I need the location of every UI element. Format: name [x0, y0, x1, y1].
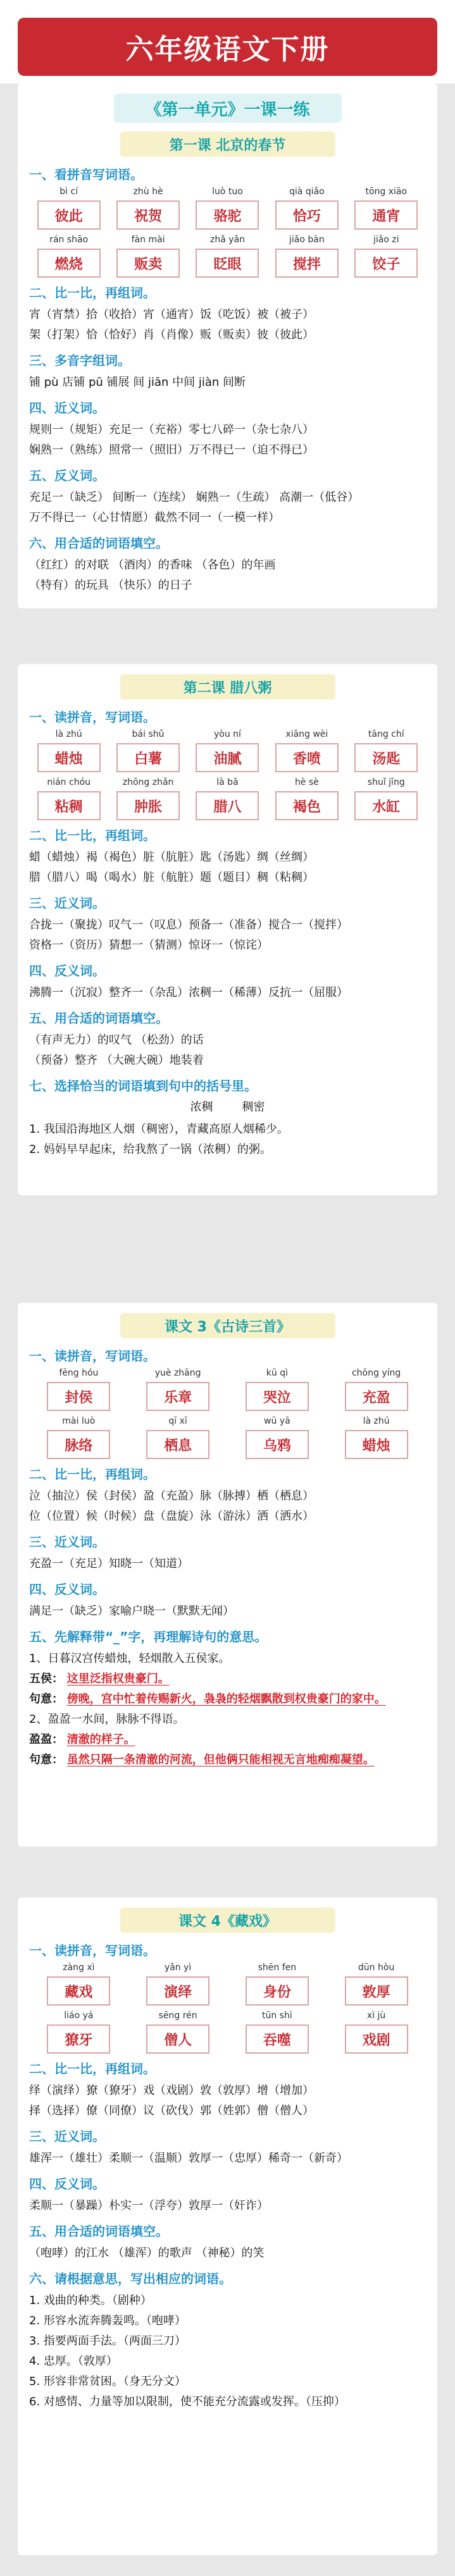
- word-box: 搅拌: [275, 249, 339, 278]
- question-line: 2. 妈妈早早起床，给我熬了一锅（浓稠）的粥。: [29, 1143, 271, 1156]
- section-heading: 三、近义词。: [29, 1534, 105, 1550]
- word-box: 演绎: [146, 1976, 209, 2006]
- word-box: 充盈: [345, 1382, 408, 1411]
- fill-line: （红红）的对联 （酒肉）的香味 （各色）的年画: [29, 558, 276, 572]
- question-line: 1、日暮汉宫传蜡烛，轻烟散入五侯家。: [29, 1652, 230, 1665]
- section-heading: 二、比一比，再组词。: [29, 285, 156, 300]
- word-box: 哭泣: [246, 1382, 309, 1411]
- word-box: 脉络: [47, 1430, 110, 1459]
- word-box: 封侯: [47, 1382, 110, 1411]
- answer-text: 傍晚，宫中忙着传赐新火，袅袅的轻烟飘散到权贵豪门的家中。: [66, 1692, 386, 1706]
- word-box: 贩卖: [116, 249, 180, 278]
- section-heading: 四、反义词。: [29, 1582, 105, 1597]
- word-box-row: [29, 791, 426, 820]
- word-box: 戏剧: [345, 2024, 408, 2054]
- compare-line: 泣（抽泣）侯（封侯）盈（充盈）脉（脉搏）栖（栖息）: [29, 1489, 314, 1503]
- fill-line: （咆哮）的江水 （雄浑）的歌声 （神秘）的笑: [29, 2246, 265, 2260]
- compare-line: 架（打架）恰（恰好）肖（肖像）贩（贩卖）彼（彼此）: [29, 328, 314, 342]
- section-heading: 四、反义词。: [29, 2176, 105, 2191]
- pinyin: qī xī: [168, 1416, 187, 1426]
- pinyin: xiāng wèi: [285, 729, 328, 739]
- pinyin: là zhú: [55, 729, 82, 739]
- answer-line: [29, 1669, 426, 1689]
- pinyin: zhōng zhǎn: [122, 777, 174, 787]
- compare-line: 位（位置）候（时候）盘（盘旋）泳（游泳）洒（洒水）: [29, 1510, 314, 1523]
- pinyin: chōng yíng: [351, 1368, 401, 1378]
- compare-line: 腊（腊八）喝（喝水）脏（航脏）题（题目）稠（粘稠）: [29, 871, 314, 884]
- antonym-line: 满足一（缺乏）家喻户晓一（默默无闻）: [29, 1605, 234, 1618]
- pinyin: luò tuo: [212, 187, 243, 197]
- page-title: 六年级语文下册: [18, 18, 437, 76]
- word-box-row: [29, 743, 426, 772]
- pinyin: bì cí: [59, 187, 78, 197]
- answer-text: 清澈的样子。: [66, 1733, 135, 1746]
- word-box: 彼此: [37, 200, 101, 230]
- antonym-line: 沸腾一（沉寂）整齐一（杂乱）浓稠一（稀薄）反抗一（屈服）: [29, 986, 348, 999]
- pinyin: wū yā: [264, 1416, 290, 1426]
- synonym-line: 资格一（资历）猜想一（猜测）惊讶一（惊诧）: [29, 939, 268, 952]
- word-box-row: [29, 200, 426, 230]
- word-box: 僧人: [146, 2024, 209, 2054]
- pinyin: jiǎo zi: [373, 235, 399, 245]
- duoyin-line: 铺 pù 店铺 pū 铺展 间 jiān 中间 jiàn 间断: [29, 376, 246, 389]
- word-box: 吞噬: [246, 2024, 309, 2054]
- pinyin-row: [29, 235, 426, 245]
- word-box: 栖息: [146, 1430, 209, 1459]
- pinyin: bái shǔ: [132, 729, 165, 739]
- pinyin-row: [29, 1963, 426, 1973]
- question-line: 2、盈盈一水间，脉脉不得语。: [29, 1713, 185, 1726]
- word-box: 白薯: [116, 743, 180, 772]
- pinyin: mài luò: [62, 1416, 96, 1426]
- answer-line: [29, 1689, 426, 1710]
- antonym-line: 充足一（缺乏） 间断一（连续） 娴熟一（生疏） 高潮一（低谷）: [29, 491, 359, 504]
- pinyin: yuè zhāng: [154, 1368, 201, 1378]
- pinyin-row: [29, 1416, 426, 1426]
- pinyin: zàng xì: [63, 1963, 95, 1973]
- pinyin: fēng hóu: [59, 1368, 99, 1378]
- lesson-title: 课文 3《古诗三首》: [120, 1313, 335, 1338]
- answer-label: 五侯：: [29, 1672, 63, 1685]
- answer-line: [29, 1730, 426, 1750]
- pinyin: yǎn yì: [164, 1963, 192, 1973]
- section-heading: 二、比一比，再组词。: [29, 2061, 156, 2076]
- lesson-card-3: [18, 1303, 437, 1847]
- section-heading: 一、读拼音，写词语。: [29, 1348, 156, 1364]
- section-heading: 二、比一比，再组词。: [29, 1467, 156, 1482]
- pinyin: là zhú: [363, 1416, 390, 1426]
- section-heading: 三、近义词。: [29, 896, 105, 911]
- antonym-line: 柔顺一（暴躁）朴实一（浮夸）敦厚一（奸诈）: [29, 2199, 268, 2212]
- section-heading: 一、看拼音写词语。: [29, 167, 143, 182]
- pinyin: sēng rén: [158, 2011, 197, 2021]
- choice-words: [29, 1098, 426, 1117]
- pinyin: shēn fen: [258, 1963, 297, 1973]
- lesson-card-1: [18, 83, 437, 608]
- pinyin-row: [29, 1368, 426, 1378]
- word-box: 燃烧: [37, 249, 101, 278]
- word-box: 骆驼: [196, 200, 259, 230]
- word-box: 眨眼: [196, 249, 259, 278]
- answer-line: [29, 1750, 426, 1770]
- word-box: 通宵: [354, 200, 418, 230]
- lesson-title: 第一课 北京的春节: [120, 132, 335, 157]
- section-heading: 一、读拼音，写词语。: [29, 710, 156, 725]
- section-heading: 五、用合适的词语填空。: [29, 1011, 168, 1026]
- fill-line: （预备）整齐 （大碗大碗）地装着: [29, 1054, 204, 1067]
- word-box: 乐章: [146, 1382, 209, 1411]
- definition-line: 6. 对感情、力量等加以限制，使不能充分流露或发挥。（压抑）: [29, 2395, 346, 2408]
- compare-line: 蜡（蜡烛）褐（褐色）脏（肮脏）匙（汤匙）绸（丝绸）: [29, 851, 314, 864]
- pinyin: yòu ní: [214, 729, 241, 739]
- section-heading: 七、选择恰当的词语填到句中的括号里。: [29, 1078, 257, 1094]
- synonym-line: 雄浑一（雄壮）柔顺一（温顺）敦厚一（忠厚）稀奇一（新奇）: [29, 2152, 348, 2165]
- section-heading: 二、比一比，再组词。: [29, 828, 156, 843]
- definition-line: 3. 指要两面手法。（两面三刀）: [29, 2334, 186, 2348]
- section-heading: 六、用合适的词语填空。: [29, 536, 168, 551]
- word-box: 油腻: [196, 743, 259, 772]
- pinyin-row: [29, 777, 426, 787]
- definition-line: 2. 形容水流奔腾轰鸣。（咆哮）: [29, 2314, 186, 2327]
- word-box: 藏戏: [47, 1976, 110, 2006]
- pinyin: kū qì: [266, 1368, 288, 1378]
- pinyin: nián chóu: [47, 777, 91, 787]
- answer-label: 句意：: [29, 1692, 63, 1706]
- word-box: 肿胀: [116, 791, 180, 820]
- pinyin: fàn mài: [131, 235, 165, 245]
- word-box-row: [29, 1430, 426, 1459]
- word-box: 腊八: [196, 791, 259, 820]
- word-box: 恰巧: [275, 200, 339, 230]
- compare-line: 宵（宵禁）拾（收拾）宵（通宵）饭（吃饭）被（被子）: [29, 308, 314, 321]
- pinyin-row: [29, 729, 426, 739]
- definition-line: 1. 戏曲的种类。（剧种）: [29, 2294, 152, 2307]
- pinyin: rán shāo: [49, 235, 89, 245]
- fill-line: （有声无力）的叹气 （松劲）的话: [29, 1033, 204, 1047]
- word-box: 乌鸦: [246, 1430, 309, 1459]
- lesson-card-2: [18, 664, 437, 1195]
- word-box: 蜡烛: [345, 1430, 408, 1459]
- pinyin: hè sè: [294, 777, 319, 787]
- answer-text: 这里泛指权贵豪门。: [66, 1672, 170, 1685]
- choice-word: 稠密: [242, 1100, 265, 1114]
- word-box: 獠牙: [47, 2024, 110, 2054]
- section-heading: 一、读拼音，写词语。: [29, 1943, 156, 1958]
- compare-line: 绎（演绎）獠（獠牙）戏（戏剧）敦（敦厚）增（增加）: [29, 2084, 314, 2097]
- pinyin: xì jù: [366, 2011, 386, 2021]
- pinyin: zhù hè: [133, 187, 163, 197]
- word-box: 饺子: [354, 249, 418, 278]
- definition-line: 5. 形容非常贫困。（身无分文）: [29, 2375, 186, 2388]
- word-box-row: [29, 1976, 426, 2006]
- word-box: 褐色: [275, 791, 339, 820]
- word-box: 身份: [246, 1976, 309, 2006]
- section-heading: 六、请根据意思，写出相应的词语。: [29, 2271, 232, 2286]
- pinyin-row: [29, 187, 426, 197]
- answer-label: 句意：: [29, 1753, 63, 1766]
- section-heading: 五、反义词。: [29, 468, 105, 483]
- answer-label: 盈盈：: [29, 1733, 63, 1746]
- synonym-line: 娴熟一（熟练）照常一（照旧）万不得已一（迫不得已）: [29, 443, 314, 457]
- lesson-title: 第二课 腊八粥: [120, 674, 335, 699]
- pinyin: tōng xiāo: [365, 187, 408, 197]
- pinyin: là bā: [216, 777, 239, 787]
- definition-line: 4. 忠厚。（敦厚）: [29, 2355, 118, 2368]
- fill-line: （特有）的玩具 （快乐）的日子: [29, 579, 192, 592]
- lesson-title: 课文 4《藏戏》: [120, 1907, 335, 1933]
- word-box-row: [29, 1382, 426, 1411]
- pinyin: dūn hòu: [358, 1963, 395, 1973]
- compare-line: 择（选择）僚（同僚）议（砍伐）郭（姓郭）僧（僧人）: [29, 2104, 314, 2117]
- section-heading: 三、近义词。: [29, 2129, 105, 2144]
- synonym-line: 充盈一（充足）知晓一（知道）: [29, 1557, 189, 1570]
- pinyin: qià qiǎo: [289, 187, 325, 197]
- word-box: 祝贺: [116, 200, 180, 230]
- section-heading: 五、先解释带“_”字，再理解诗句的意思。: [29, 1629, 268, 1644]
- answer-text: 虽然只隔一条清澈的河流，但他俩只能相视无言地痴痴凝望。: [66, 1753, 375, 1766]
- word-box-row: [29, 2024, 426, 2054]
- antonym-line: 万不得已一（心甘情愿）截然不同一（一模一样）: [29, 511, 280, 524]
- section-heading: 五、用合适的词语填空。: [29, 2224, 168, 2239]
- pinyin: jiǎo bàn: [289, 235, 325, 245]
- unit-banner: 《第一单元》一课一练: [114, 94, 342, 123]
- word-box: 敦厚: [345, 1976, 408, 2006]
- pinyin: tūn shì: [262, 2011, 292, 2021]
- section-heading: 四、反义词。: [29, 963, 105, 978]
- choice-word: 浓稠: [190, 1100, 213, 1114]
- pinyin: zhǎ yǎn: [209, 235, 245, 245]
- header: [0, 0, 455, 83]
- pinyin-row: [29, 2011, 426, 2021]
- pinyin: shuǐ jīng: [367, 777, 405, 787]
- word-box: 香喷: [275, 743, 339, 772]
- word-box: 蜡烛: [37, 743, 101, 772]
- word-box: 汤匙: [354, 743, 418, 772]
- pinyin: tāng chí: [368, 729, 404, 739]
- pinyin: liáo yá: [64, 2011, 94, 2021]
- synonym-line: 规则一（规矩）充足一（充裕）零七八碎一（杂七杂八）: [29, 423, 314, 436]
- lesson-card-4: [18, 1897, 437, 2555]
- question-line: 1. 我国沿海地区人烟（稠密），青藏高原人烟稀少。: [29, 1123, 289, 1136]
- word-box-row: [29, 249, 426, 278]
- section-heading: 四、近义词。: [29, 400, 105, 416]
- word-box: 水缸: [354, 791, 418, 820]
- section-heading: 三、多音字组词。: [29, 353, 130, 368]
- word-box: 粘稠: [37, 791, 101, 820]
- synonym-line: 合拢一（聚拢）叹气一（叹息）预备一（准备）搅合一（搅拌）: [29, 918, 348, 932]
